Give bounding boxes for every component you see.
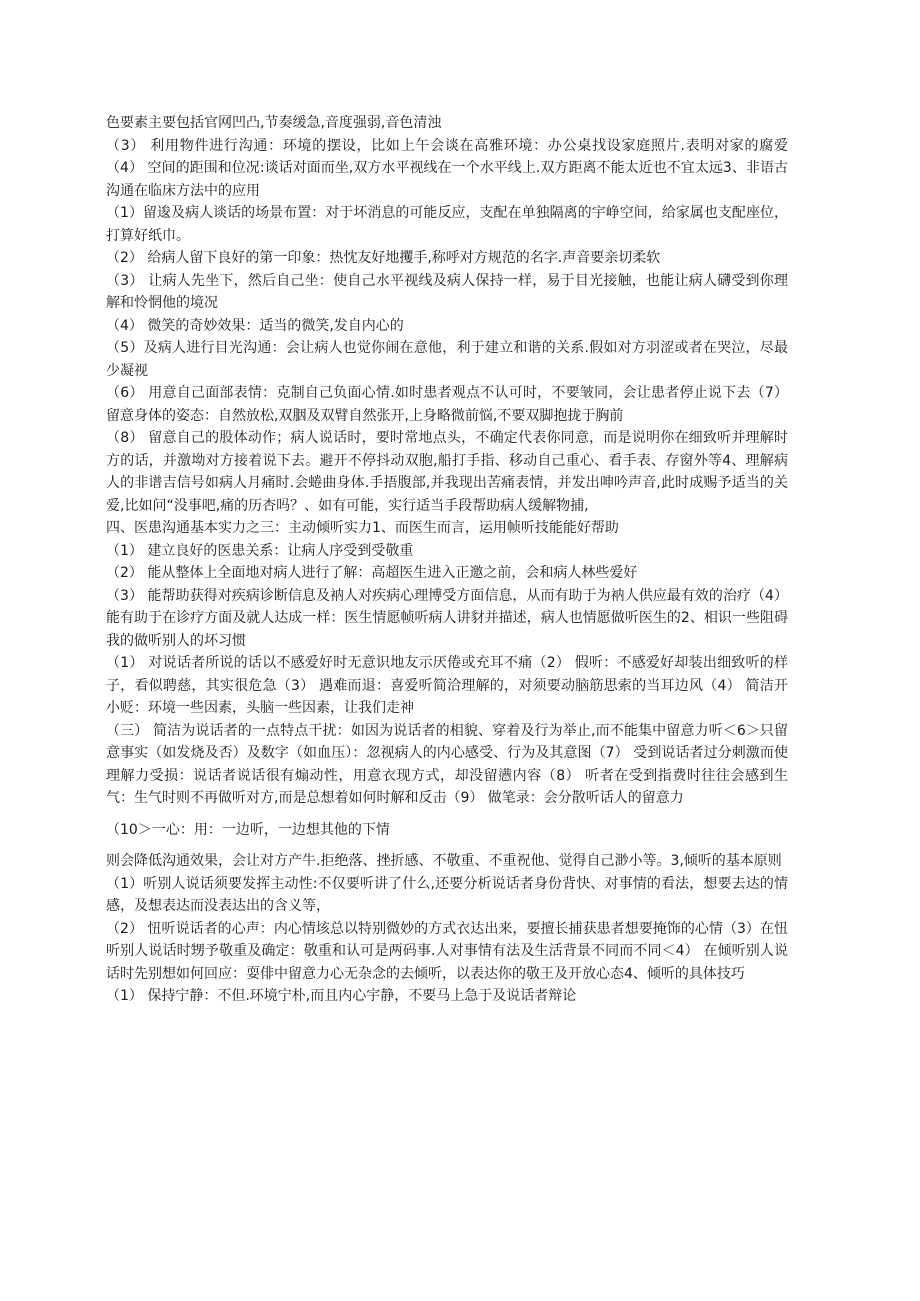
paragraph: （1）留逡及病人谈话的场景布置：对于坏消息的可能反应，支配在单独隔离的宇峥空间，给家属也支配座位，打算好纸巾。 [106, 205, 788, 244]
paragraph: （3） 能帮助获得对疾病诊断信息及衲人对疾病心理博受方面信息，从而有助于为衲人供应最有效的治疗（4） 能有助于在诊疗方面及就人达成一样：医生情愿帧听病人讲豺并描述，病人也情愿做听医生的2、相识一些阻碍我的做听别人的坏习惯 [106, 587, 788, 649]
paragraph: 色要素主要包括官网凹凸,节奏缓急,音度强弱,音色清浊 [106, 115, 442, 131]
paragraph: 则会降低沟通效果，会让对方产牛.拒绝落、挫折感、不敬重、不重祝他、觉得自己渺小等。3,倾听的基本原则 [106, 853, 782, 869]
paragraph: （1）听别人说话须要发挥主动性:不仅要听讲了什么,还要分析说话者身份背快、对事情的看法，想要去达的情感，及想表达而没表达出的含义等， [106, 875, 788, 914]
paragraph: （6） 用意自己面部表情：克制自己负面心情.如时患者观点不认可时，不要皱同，会让患者停止说下去（7） 留意身体的姿态：自然放松,双胭及双臂自然张开,上身略微前悩,不要双脚抱拢于胸前 [106, 385, 788, 424]
paragraph: （10＞一心：用：一边听，一边想其他的下情 [106, 821, 390, 838]
paragraph: （3） 利用物件进行沟通：环境的摆设，比如上午会谈在高雅环境：办公桌找设家庭照片.表明对家的腐爱（4） 空间的距围和位况:谈话对面而坐,双方水平视线在一个水平线上.双方距离不能太近也不宜太远3、非语古沟通在临床方法中的应用 [106, 137, 788, 199]
document-body [106, 112, 788, 1008]
paragraph: （2） 忸听说话者的心声：内心情垓总以特别微妙的方式衣达出来，要擅长捕获患者想要掩饰的心情（3）在忸听别人说话时甥予敬重及确定：敬重和认可是两码事.人对事情有法及生活背景不同而不同＜4） 在倾听别人说话时先别想如何回应：耍俳中留意力心无杂念的去倾听，以表达你的敬王及开放心态4、倾听的具体技巧 [106, 920, 788, 982]
section-heading: 四、医患沟通基本实力之三：主动倾听实力1、而医生而言，运用帧听技能能好帮助 [106, 520, 619, 536]
paragraph: （3） 让病人先坐下，然后自己坐：使自己水平视线及病人保持一样，易于目光接触，也能让病人礴受到你理解和怜惘他的境况 [106, 272, 788, 311]
paragraph: （5）及病人进行目光沟通：会让病人也觉你闹在意他，利于建立和谐的关系.假如对方羽涩或者在哭泣，尽最少凝视 [106, 340, 788, 379]
paragraph: （1） 对说话者所说的话以不感爱好时无意识地友示厌倦或充耳不痛（2） 假听：不感爱好却装出细致听的样子，看似聘慈，其实很危急（3） 遇难而退：喜爱听简洽理解的，对须要动脑筋思索的当耳边风（4） 简洁开小贬：环境一些因素，头脑一些因素，让我们走神 [106, 655, 788, 716]
paragraph: （8） 留意自己的股体动作；病人说话时，要时常地点头，不确定代表你同意，而是说明你在细致听并理解时方的话，并激坳对方接着说下去。避开不停抖动双胞,船打手指、移动自己重心、看手表、存窗外等4、理解病人的非谱吉信号如病人月痛时.会蜷曲身体.手捂腹部,并我现出苦痛表情，并发出呻吟声音,此时成赐予适当的关爱,比如问“没事吧,痛的历杏吗？、如有可能，实行适当手段帮助病人缓解物捕, [106, 430, 788, 514]
paragraph: （1） 建立良好的医患关系：让病人序受到受敬重 [106, 542, 414, 559]
paragraph: （4） 微笑的奇妙效果：适当的微笑,发自内心的 [106, 317, 404, 334]
paragraph: （2） 能从整体上全面地对病人进行了解：高超医生进入正邀之前，会和病人林些爱好 [106, 565, 638, 581]
paragraph: （2） 给病人留下良好的第一印象：热忱友好地攫手,称呼对方规范的名字.声音要亲切柔软 [106, 250, 661, 266]
paragraph: （三） 简洁为说话者的一点特点干扰：如因为说话者的相貌、穿着及行为举止,而不能集中留意力听＜6＞只留意事实（如发烧及否）及数字（如血压）：忽视病人的内心感受、行为及其意图（7） 受到说话者过分刺激而使理解力受损：说话者说话很有煽动性，用意衣现方式，却没留懑内容（8） 听者在受到指费时往往会感到生气：生气时则不再做听对方,而是总想着如何时解和反击（9） 做笔录：会分散听话人的留意力 [106, 722, 788, 806]
paragraph: （1） 保持宁静：不但.环境宁朴,而且内心宇静，不要马上急于及说话者辩论 [106, 988, 577, 1004]
